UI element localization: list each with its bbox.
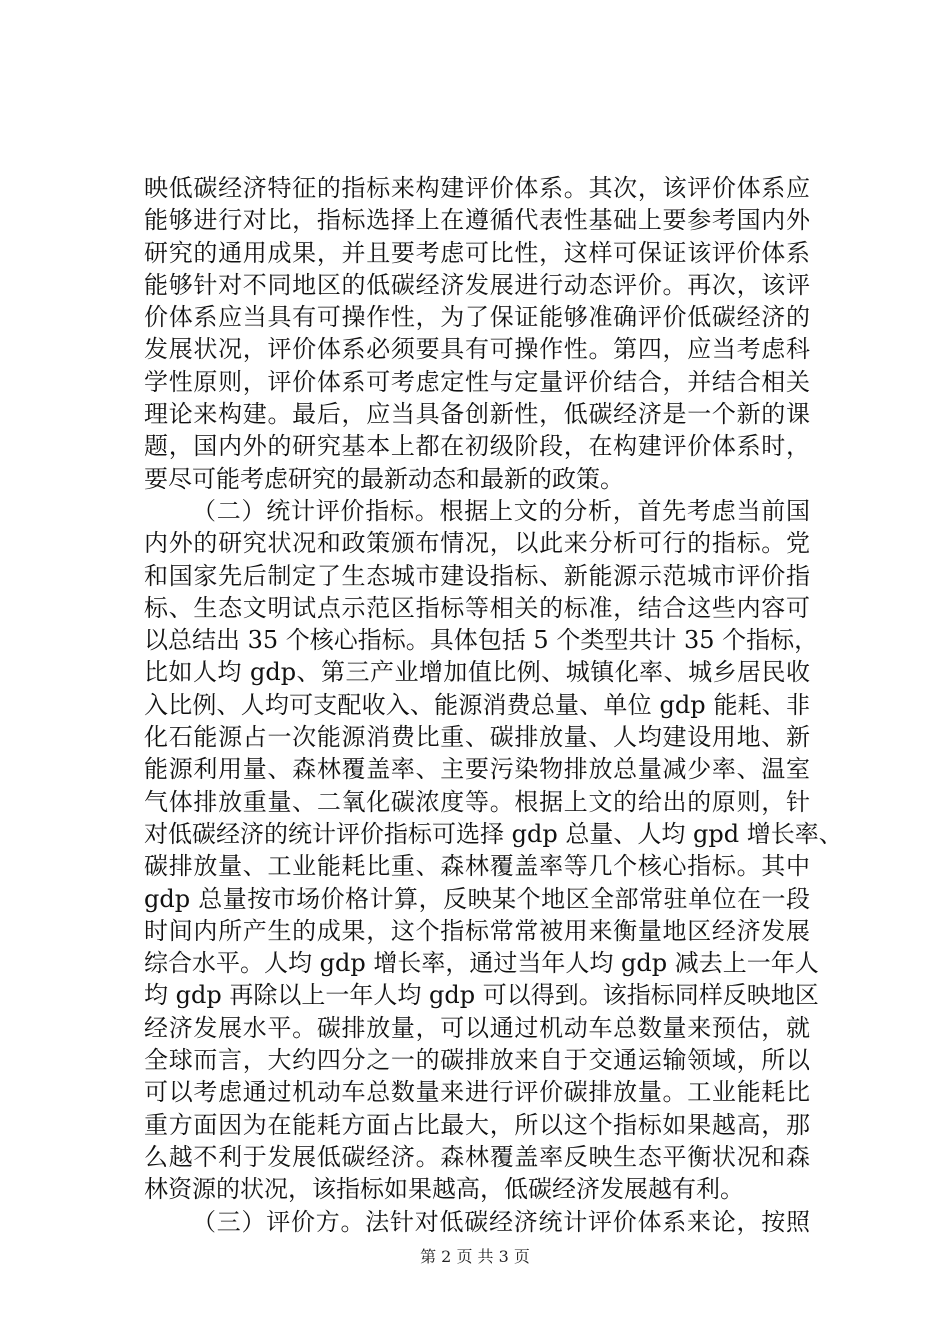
text-line: 入比例、人均可支配收入、能源消费总量、单位 gdp 能耗、非 [144, 690, 810, 719]
text-line: 要尽可能考虑研究的最新动态和最新的政策。 [144, 464, 624, 493]
text-line: 经济发展水平。碳排放量，可以通过机动车总数量来预估，就 [144, 1013, 810, 1042]
page-footer: 第 2 页 共 3 页 [420, 1247, 530, 1266]
text-line: 可以考虑通过机动车总数量来进行评价碳排放量。工业能耗比 [144, 1078, 810, 1107]
text-line: 研究的通用成果，并且要考虑可比性，这样可保证该评价体系 [144, 238, 810, 267]
text-line: 全球而言，大约四分之一的碳排放来自于交通运输领域，所以 [144, 1046, 810, 1075]
text-line: 理论来构建。最后，应当具备创新性，低碳经济是一个新的课 [144, 400, 810, 429]
text-line: 比如人均 gdp、第三产业增加值比例、城镇化率、城乡居民收 [144, 658, 810, 687]
text-line: 能够进行对比，指标选择上在遵循代表性基础上要参考国内外 [144, 206, 810, 235]
body-text [144, 172, 843, 1238]
text-line: 林资源的状况，该指标如果越高，低碳经济发展越有利。 [144, 1175, 744, 1204]
text-line: 发展状况，评价体系必须要具有可操作性。第四，应当考虑科 [144, 335, 810, 364]
text-line: 碳排放量、工业能耗比重、森林覆盖率等几个核心指标。其中 [144, 852, 810, 881]
text-line: 么越不利于发展低碳经济。森林覆盖率反映生态平衡状况和森 [144, 1142, 810, 1171]
text-line: 气体排放重量、二氧化碳浓度等。根据上文的给出的原则，针 [144, 787, 810, 816]
text-line: 化石能源占一次能源消费比重、碳排放量、人均建设用地、新 [144, 723, 810, 752]
text-line: 和国家先后制定了生态城市建设指标、新能源示范城市评价指 [144, 561, 810, 590]
text-line: 以总结出 35 个核心指标。具体包括 5 个类型共计 35 个指标， [144, 626, 819, 655]
text-line: 映低碳经济特征的指标来构建评价体系。其次，该评价体系应 [144, 174, 810, 202]
text-line: 时间内所产生的成果，这个指标常常被用来衡量地区经济发展 [144, 916, 810, 945]
text-line: 对低碳经济的统计评价指标可选择 gdp 总量、人均 gpd 增长率、 [144, 819, 843, 848]
text-line: gdp 总量按市场价格计算，反映某个地区全部常驻单位在一段 [144, 884, 810, 913]
text-line: 价体系应当具有可操作性，为了保证能够准确评价低碳经济的 [144, 303, 810, 332]
paragraph-first-line: （二）统计评价指标。根据上文的分析，首先考虑当前国 [192, 496, 810, 525]
text-line: 均 gdp 再除以上一年人均 gdp 可以得到。该指标同样反映地区 [144, 981, 819, 1010]
text-line: 标、生态文明试点示范区指标等相关的标准，结合这些内容可 [144, 593, 810, 622]
text-line: 能够针对不同地区的低碳经济发展进行动态评价。再次，该评 [144, 270, 810, 299]
text-line: 重方面因为在能耗方面占比最大，所以这个指标如果越高，那 [144, 1110, 810, 1139]
text-line: 题，国内外的研究基本上都在初级阶段，在构建评价体系时， [144, 432, 810, 461]
text-line: 能源利用量、森林覆盖率、主要污染物排放总量减少率、温室 [144, 755, 810, 784]
text-line: 综合水平。人均 gdp 增长率，通过当年人均 gdp 减去上一年人 [144, 949, 819, 978]
text-line: 内外的研究状况和政策颁布情况，以此来分析可行的指标。党 [144, 529, 810, 558]
paragraph-first-line: （三）评价方。法针对低碳经济统计评价体系来论，按照 [192, 1207, 810, 1236]
text-line: 学性原则，评价体系可考虑定性与定量评价结合，并结合相关 [144, 367, 810, 396]
